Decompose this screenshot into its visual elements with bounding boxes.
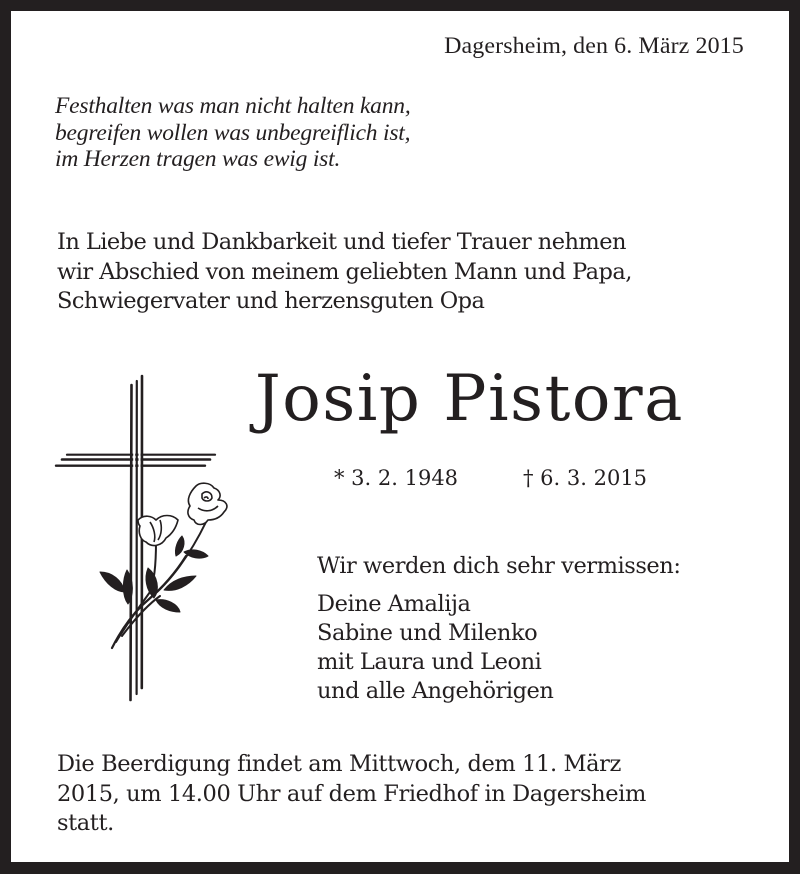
verse-line: begreifen wollen was unbegreiflich ist, bbox=[55, 119, 411, 146]
deceased-name: Josip Pistora bbox=[255, 362, 684, 436]
announcement-intro bbox=[57, 228, 632, 317]
funeral-line: 2015, um 14.00 Uhr auf dem Friedhof in Dagersheim bbox=[57, 780, 646, 807]
funeral-details bbox=[57, 750, 646, 839]
death-date: † 6. 3. 2015 bbox=[523, 466, 648, 490]
place-and-date: Dagersheim, den 6. März 2015 bbox=[444, 33, 744, 59]
funeral-line: Die Beerdigung findet am Mittwoch, dem 11. März bbox=[57, 751, 621, 777]
verse-line: im Herzen tragen was ewig ist. bbox=[55, 146, 341, 172]
mourners-list bbox=[317, 590, 553, 706]
farewell-line: Wir werden dich sehr vermissen: bbox=[317, 553, 681, 579]
verse-line: Festhalten was man nicht halten kann, bbox=[55, 93, 411, 119]
intro-line: Schwiegervater und herzensguten Opa bbox=[57, 288, 485, 314]
mourner: und alle Angehörigen bbox=[317, 678, 554, 704]
intro-line: wir Abschied von meinem geliebten Mann und Papa, bbox=[57, 258, 632, 285]
mourner: mit Laura und Leoni bbox=[317, 649, 542, 675]
funeral-line: statt. bbox=[57, 810, 114, 836]
memorial-verse bbox=[55, 93, 411, 173]
mourner: Sabine und Milenko bbox=[317, 620, 538, 646]
birth-date: * 3. 2. 1948 bbox=[334, 466, 459, 490]
mourner: Deine Amalija bbox=[317, 591, 471, 617]
intro-line: In Liebe und Dankbarkeit und tiefer Trauer nehmen bbox=[57, 229, 626, 255]
